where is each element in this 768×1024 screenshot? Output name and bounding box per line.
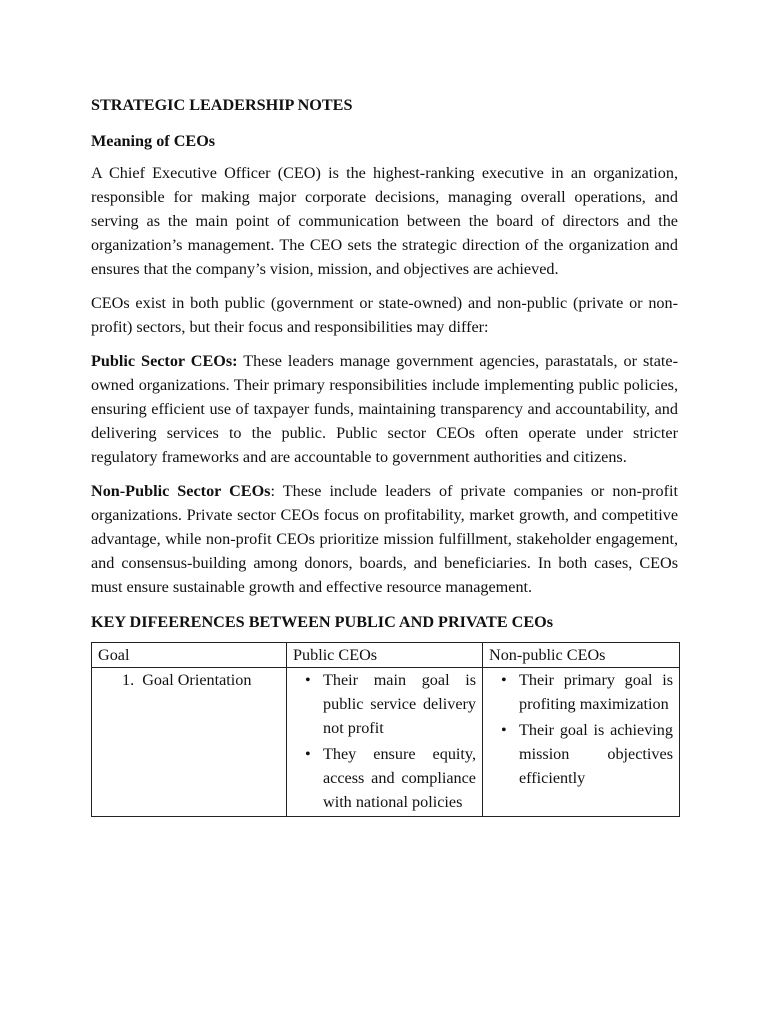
table-heading: KEY DIFEERENCES BETWEEN PUBLIC AND PRIVATE CEOs: [91, 613, 554, 631]
goal-label: Goal Orientation: [142, 671, 252, 689]
table-row: [92, 668, 680, 817]
goal-number: 1.: [122, 671, 135, 689]
section-heading-meaning-of-ceos: Meaning of CEOs: [91, 132, 216, 150]
header-non-public-ceos: Non-public CEOs: [483, 643, 680, 668]
document-page: [91, 93, 678, 817]
header-goal: Goal: [92, 643, 287, 668]
non-public-ceos-cell: [483, 668, 680, 817]
bullet-icon: •: [501, 721, 507, 739]
non-public-sector-text: : These include leaders of private companies or non-profit organizations. Private sector CEOs focus on profitability, market growth, and competitive advantage, while non-profit CEOs prioritize mission fulfillment, stakeholder engagement, and consensus-building among donors, boards, and beneficiaries. In both cases, CEOs must ensure sustainable growth and effective resource management.: [91, 482, 678, 596]
private-point-2: Their goal is achieving mission objectives efficiently: [519, 721, 673, 787]
paragraph-non-public-sector-ceos: [91, 479, 678, 599]
bullet-icon: •: [501, 671, 507, 689]
header-public-ceos: Public CEOs: [287, 643, 483, 668]
public-sector-text: These leaders manage government agencies, parastatals, or state-owned organizations. Their primary responsibilities include implementing public policies, ensuring efficient use of taxpayer funds, maintaining transparency and accountability, and delivering services to the public. Public sector CEOs often operate under stricter regulatory frameworks and are accountable to government authorities and citizens.: [91, 352, 679, 466]
bullet-icon: •: [305, 745, 311, 763]
public-ceos-cell: [287, 668, 483, 817]
public-sector-label: Public Sector CEOs:: [91, 352, 238, 370]
public-point-2: They ensure equity, access and compliance with national policies: [323, 745, 476, 811]
public-point-1: Their main goal is public service delivery not profit: [323, 671, 476, 737]
list-item: [489, 718, 673, 790]
non-public-sector-label: Non-Public Sector CEOs: [91, 482, 271, 500]
list-item: [489, 668, 673, 716]
goal-item: [98, 668, 280, 692]
public-ceos-list: [293, 668, 476, 814]
differences-table: [91, 642, 680, 817]
bullet-icon: •: [305, 671, 311, 689]
table-header-row: [92, 643, 680, 668]
paragraph-public-sector-ceos: [91, 349, 678, 469]
non-public-ceos-list: [489, 668, 673, 790]
paragraph-ceo-definition: A Chief Executive Officer (CEO) is the highest-ranking executive in an organization, responsible for making major corporate decisions, managing overall operations, and serving as the main point of communication between the board of directors and the organization’s management. The CEO sets the strategic direction of the organization and ensures that the company’s vision, mission, and objectives are achieved.: [91, 164, 678, 278]
goal-list: [98, 668, 280, 692]
private-point-1: Their primary goal is profiting maximization: [519, 671, 673, 713]
list-item: [293, 742, 476, 814]
document-title: STRATEGIC LEADERSHIP NOTES: [91, 96, 353, 114]
goal-cell: [92, 668, 287, 817]
list-item: [293, 668, 476, 740]
paragraph-ceo-sectors: CEOs exist in both public (government or state-owned) and non-public (private or non-profit) sectors, but their focus and responsibilities may differ:: [91, 294, 678, 336]
